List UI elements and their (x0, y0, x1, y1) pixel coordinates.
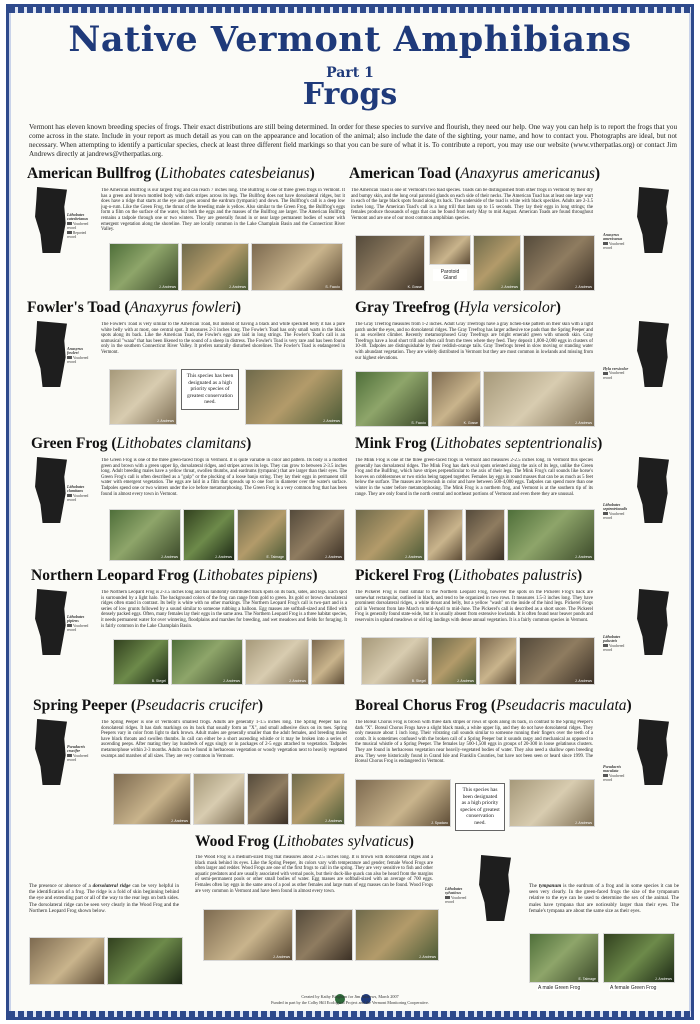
range-map-spring-peeper (33, 719, 67, 785)
poster (6, 4, 694, 1020)
poster-subtitle: Frogs (302, 77, 398, 112)
map-key-northern-leopard-frog: Lithobates pipiens Vouchered record (67, 614, 89, 633)
species-heading: American Toad (Anaxyrus americanus) (349, 165, 601, 182)
dorsolateral-note: The presence or absence of a dorsolateral ridge can be very helpful in the identification of a frog. The ridge is a fold of skin beginning behind the eye and extending part or all of the way to the rear legs on both sides. The dorsolateral ridge can be seen very clearly in the Wood Frog and the Northern Leopard Frog shown below. (29, 883, 179, 914)
map-key-spring-peeper: Pseudacris crucifer Vouchered record (67, 744, 89, 763)
conservation-note-fowlers-toad: This species has been designated as a high priority species of greatest conservation need. (181, 369, 239, 410)
photo-spring-peeper-3 (247, 773, 289, 825)
species-mink-frog (355, 435, 602, 453)
photo-green-frog-1: J. Andrews (109, 509, 181, 561)
photo-wood-frog-2 (295, 909, 353, 961)
photo-leopard-frog-4 (311, 639, 345, 685)
description-green-frog: The Green Frog is one of the three green-faced frogs in Vermont. It is quite variable in color and pattern. Its body is a mottled green and brown with a green upper lip, dorsolateral ridges, and stripes across its legs. They can grow to between 2-3.5 inches long. Adult breeding males have a yellow throat, swollen thumbs, and eardrums (tympanic) that are larger than their eyes. The Green Frog's call is often described as a "gulp" or the plucking of a loose banjo string. They lay their eggs in permanent still water with emergent vegetation. The eggs are laid in a film that spreads up to one foot in diameter over the water's surface. Tadpoles spend one or two winters under the ice before metamorphosing. The Green Frog is a very common frog that has been found in almost every town in Vermont. (101, 458, 347, 497)
photo-american-toad-1: K. Gosse (355, 235, 425, 291)
species-pickerel-frog (355, 567, 582, 585)
photo-green-frog-4: J. Andrews (289, 509, 345, 561)
map-key-pickerel-frog: Lithobates palustris Vouchered record (603, 634, 625, 653)
photo-dorsolateral-wood-frog (29, 937, 105, 985)
photo-mink-frog-4: J. Andrews (507, 509, 595, 561)
photo-gray-treefrog-2: K. Gosse (431, 371, 481, 427)
top-border (9, 7, 691, 13)
photo-mink-frog-1: J. Andrews (355, 509, 425, 561)
description-northern-leopard-frog: The Northern Leopard Frog is 2-3.5 inches long and has randomly distributed black spots on its back, sides, and legs. Each spot is surrounded by a light halo. The background colors of the frog can range from gold to green. Its gold or brown dorsolateral ridges often stand in contrast. Its belly is white with no other markings. The Northern Leopard Frog's call is two-part and is a series of low grunts followed by a sound similar to someone rubbing a balloon. Egg masses are softball-sized and filled with densely packed eggs. Often, many females lay their eggs in the same area. The Northern Leopard Frog is a three habitat species, it needs permanent water for over wintering, floodplains and marshes for breeding, and wet meadows and fields for foraging. It is fairly common in the Lake Champlain Basin. (101, 590, 347, 629)
conservation-note-boreal-chorus-frog: This species has been designated as a high priority species of greatest conservation need. (455, 783, 505, 831)
species-heading: Spring Peeper (Pseudacris crucifer) (33, 697, 264, 714)
photo-bullfrog-1: J. Andrews (109, 243, 179, 291)
photo-pickerel-frog-3 (479, 637, 517, 685)
poster-part: Part 1 (326, 65, 374, 81)
species-heading: Boreal Chorus Frog (Pseudacris maculata) (355, 697, 632, 714)
range-map-green-frog (33, 457, 67, 523)
photo-boreal-chorus-frog-1: J. Spadaro (355, 779, 451, 827)
species-heading: American Bullfrog (Lithobates catesbeianus) (27, 165, 315, 182)
species-northern-leopard-frog (31, 567, 317, 585)
photo-male-green-frog: E. Talmage (529, 933, 599, 983)
range-map-pickerel-frog (635, 589, 669, 655)
poster-title: Native Vermont Amphibians (68, 19, 632, 60)
caption-male-green-frog: A male Green Frog (538, 985, 581, 991)
species-heading: Green Frog (Lithobates clamitans) (31, 435, 252, 452)
species-american-bullfrog (27, 165, 315, 183)
photo-mink-frog-3 (465, 509, 505, 561)
footer (9, 994, 691, 1005)
intro-paragraph: Vermont has eleven known breeding species of frogs. Their exact distributions are still being determined. In order for these species to survive and flourish, they need our help. One way you can help is to report the frogs that you come across in the state. Include in your report as much detail as you can on the appearance and location of the animal; also include the date of the sighting, your name, and how to contact you. Photographs are ideal, but not necessary. When attempting to identify a particular species, check at least three different field markings so that you can be sure of what it is. To contribute a report, you may use our website (www.vtherpatlas.org) or contact Jim Andrews directly at jandrews@vtherpatlas.org. (29, 123, 677, 158)
map-key-gray-treefrog: Hyla versicolor Vouchered record (603, 366, 629, 380)
map-key-bullfrog: Lithobates catesbeianus Vouchered record Reported record (67, 212, 89, 240)
photo-american-toad-4: J. Andrews (523, 235, 595, 291)
photo-american-toad-2 (429, 235, 471, 265)
species-green-frog (31, 435, 251, 453)
photo-boreal-chorus-frog-2: J. Andrews (509, 779, 595, 827)
photo-pickerel-frog-2: J. Andrews (431, 637, 477, 685)
caption-female-green-frog: A female Green Frog (610, 985, 657, 991)
map-key-boreal-chorus-frog: Pseudacris maculata Vouchered record (603, 764, 625, 783)
map-key-mink-frog: Lithobates septentrionalis Vouchered record (603, 502, 628, 521)
description-gray-treefrog: The Gray Treefrog measures from 1-2 inches. Adult Gray Treefrogs have a gray lichen-like pattern on their skin with a light patch under the eyes, and no dorsolateral ridges. The Gray Treefrog has larger adhesive toe pads than the Spring Peeper and is an excellent climber. Recently metamorphosed Gray Treefrogs are bright emerald green with smooth skin. Gray Treefrogs have a loud short trill and often call from the trees where they feed. They deposit 1,000-2,000 eggs in clusters of 10-40. Tadpoles are distinguishable by their reddish-orange tails. Gray Treefrogs breed in slow moving or standing water with abundant vegetation. They are widely distributed in Vermont but they are most common in lowlands and missing from our highest elevations. (355, 322, 593, 361)
description-spring-peeper: The Spring Peeper is one of Vermont's smallest frogs. Adults are generally 1-1.5 inches long. The Spring Peeper has no dorsolateral ridges. It has dark markings on its back that usually form an "X", and small adhesive discs on its toes. Spring Peepers vary in color from light to dark brown. Adult males are generally smaller than the adult females, and breeding males have black throats and swollen thumbs. In call can either be a short ascending whistle or it may be broken into a series of ascending peeps. After mating they lay hundreds of eggs singly or in packages of 2-5 eggs attached to vegetation. Tadpoles metamorphose within 2-3 months. Adults can be found in herbaceous vegetation or woody vegetation next to heavily vegetated swamps and marshes of all sizes. They are very common in Vermont. (101, 720, 347, 759)
footer-line-1: Created by Kathy Bingham for Jim Andrews, March 2007 (301, 994, 399, 1000)
tympanum-note: The tympanum is the eardrum of a frog and in some species it can be seen very clearly. In the green-faced frogs the size of the tympanum relative to the eye can be used to determine the sex of the animal. The males have tympana that are noticeably larger than their eyes. The female's tympana are about the same size as their eyes. (529, 883, 679, 914)
range-map-american-toad (635, 187, 669, 253)
photo-green-frog-2: J. Andrews (183, 509, 235, 561)
range-map-fowlers-toad (33, 321, 67, 387)
photo-leopard-frog-2: J. Andrews (171, 639, 243, 685)
bottom-border (9, 1011, 691, 1017)
footer-line-2: Funded in part by the Colby Hill Ecological Project and the Vermont Monitoring Cooperative. (271, 999, 429, 1005)
photo-green-frog-3: E. Talmage (237, 509, 287, 561)
photo-spring-peeper-4: J. Andrews (291, 773, 345, 825)
range-map-wood-frog (477, 855, 511, 921)
map-key-fowlers-toad: Anaxyrus fowleri Vouchered record (67, 346, 89, 365)
species-heading: Gray Treefrog (Hyla versicolor) (355, 299, 561, 316)
species-american-toad (349, 165, 600, 183)
species-heading: Wood Frog (Lithobates sylvaticus) (195, 833, 414, 850)
species-heading: Pickerel Frog (Lithobates palustris) (355, 567, 583, 584)
photo-spring-peeper-2 (193, 773, 245, 825)
photo-bullfrog-2: J. Andrews (181, 243, 249, 291)
photo-wood-frog-1: J. Andrews (203, 909, 293, 961)
map-key-green-frog: Lithobates clamitans Vouchered record (67, 484, 89, 503)
photo-leopard-frog-1: B. Stegel (113, 639, 169, 685)
species-heading: Mink Frog (Lithobates septentrionalis) (355, 435, 603, 452)
map-key-wood-frog: Lithobates sylvaticus Vouchered record (445, 886, 467, 905)
photo-gray-treefrog-1: S. Faccio (355, 371, 429, 427)
photo-spring-peeper-1: J. Andrews (113, 773, 191, 825)
photo-american-toad-3: J. Andrews (473, 235, 521, 291)
photo-fowlers-toad-1: J. Andrews (109, 369, 177, 425)
photo-wood-frog-3: J. Andrews (355, 909, 439, 961)
species-boreal-chorus-frog (355, 697, 632, 715)
photo-mink-frog-2 (427, 509, 463, 561)
range-map-boreal-chorus-frog (635, 719, 669, 785)
species-fowlers-toad (27, 299, 241, 317)
species-wood-frog (195, 833, 414, 851)
range-map-bullfrog (33, 187, 67, 253)
photo-leopard-frog-3: J. Andrews (245, 639, 309, 685)
range-map-gray-treefrog (635, 321, 669, 387)
range-map-mink-frog (635, 457, 669, 523)
description-wood-frog: The Wood Frog is a medium-sized frog that measures about 2-2.5 inches long. It is brown with dorsolateral ridges and a black mask behind its eyes. Like the Spring Peeper, its colors vary with temperature and gender; female Wood Frogs are often larger and redder. Wood Frogs are one of the first frogs to call in the spring. They are very sensitive to fish and other aquatic predators and are usually associated with vernal pools, but their duck-like quack can also be heard from the margins of semi-permanent pools or other small bodies of water. Egg masses are softball-sized with an average of 700 eggs. Females often lay eggs in the same area of a pool as other females and large mats of egg masses can be found. Wood Frogs are very common in Vermont and have been found in almost every town. (195, 855, 433, 894)
description-mink-frog: The Mink Frog is one of the three green-faced frogs in Vermont and measures 2-2.5 inches long. In Vermont this species generally has dorsolateral ridges. The Mink Frog has dark oval spots oriented along the axis of its legs, unlike the Green Frog and the Bullfrog, which have stripes perpendicular to the axis of their legs. The Mink Frog's call sounds like horse's hooves on cobblestones or two sticks being tapped together. Females lay eggs in round masses that can be as much as 5 feet below the surface. The masses are brownish in color and have between 500-4,000 eggs. Tadpoles can spend more than one winter in the water before metamorphosing. The Mink Frog is a northern frog, and Vermont is at the southern tip of its range. They are only found in the north central and northeast portions of Vermont and even there they are unusual. (355, 458, 593, 497)
photo-gray-treefrog-3: J. Andrews (483, 371, 595, 427)
description-american-toad: The American Toad is one of Vermont's two toad species. Toads can be distinguished from other frogs in Vermont by their dry and bumpy skin, and the long oval parotoid glands on each side of their necks. The American Toad has at least one large wart in each of the large black spots found along its back. The underside of the toad is white with black speckles. Adults are 2-3.5 inches long. The American Toad's call is a long trill that lasts up to 15 seconds. They lay their eggs in long strings; the females produce thousands of eggs that can be found from early May to mid August. American Toads are found throughout Vermont and are one of our most common amphibian species. (351, 188, 593, 221)
species-heading: Northern Leopard Frog (Lithobates pipiens) (31, 567, 318, 584)
photo-bullfrog-3: S. Faccio (251, 243, 343, 291)
species-gray-treefrog (355, 299, 561, 317)
photo-pickerel-frog-1: B. Stegel (361, 637, 429, 685)
description-bullfrog: The American Bullfrog is our largest frog and can reach 7 inches long. The Bullfrog is one of three green frogs in Vermont. It has a green and brown mottled body with dark stripes across its legs. The Bullfrog does not have dorsolateral ridges, but it does have a ridge that starts at the eye and goes around the eardrum (tympanic) and down. The Bullfrog's call is a deep low jug-o-rum. Like the Green Frog, the throat of the breeding male is yellow. Also similar to the Green Frog, the Bullfrog's eggs form a film on the surface of the water, but both the eggs and the masses of the Bullfrog are larger. The American Bullfrog remains a tadpole through one or two winters. They are generally found in or near large permanent bodies of water with emergent vegetation along the shoreline. They are locally common in the Lake Champlain Basin and the Connecticut River Valley. (101, 188, 345, 233)
species-spring-peeper (33, 697, 263, 715)
photo-dorsolateral-leopard-frog (107, 937, 183, 985)
range-map-northern-leopard-frog (33, 589, 67, 655)
parotoid-gland-label: Parotoid Gland (433, 269, 467, 281)
description-boreal-chorus-frog: The Boreal Chorus Frog is brown with three dark stripes or rows of spots along its back, in contrast to the Spring Peeper's dark "X". Boreal Chorus Frogs have a slight black mask, a white upper lip, and they do not have dorsolateral ridges. They only measure about 1 inch long. Their vibrating call sounds similar to someone running their fingers over the teeth of a comb. It is sometimes confused with the broken call of a Spring Peeper but it sounds raspy and mechanical as opposed to the musical whistle of a Spring Peeper. The females lay 500-1,500 eggs in groups of 20-300 in loose gelatinous clusters. They are found in herbaceous vegetation near heavily-vegetated bodies of water. They also need a shallow open breeding area. They were historically found in Grand Isle and Franklin Counties, but have not been seen or heard since 1999. The Boreal Chorus Frog is endangered in Vermont. (355, 720, 593, 765)
map-key-american-toad: Anaxyrus americanus Vouchered record (603, 232, 625, 251)
photo-female-green-frog: J. Andrews (603, 933, 675, 983)
photo-pickerel-frog-4: J. Andrews (519, 637, 595, 685)
description-fowlers-toad: The Fowler's Toad is very similar to the American Toad, but instead of having a black and white speckled belly it has a pure white belly with at most, one central spot. It measures 2-3 inches long. The Fowler's Toad has only small warts in the black spots along its back. Like the American Toad, the Fowler's eggs are laid in long strings. The Fowler's Toad's call is an unmusical "waaa" that has been likened to the sound of a sheep in distress. The Fowler's Toad is very rare and has been found only in the southern Connecticut River Valley. It prefers naturally disturbed shorelines. The Fowler's Toad is endangered in Vermont. (101, 322, 345, 355)
photo-fowlers-toad-2: J. Andrews (245, 369, 343, 425)
species-heading: Fowler's Toad (Anaxyrus fowleri) (27, 299, 242, 316)
description-pickerel-frog: The Pickerel Frog is most similar to the Northern Leopard Frog, however the spots on the Pickerel Frog's back are somewhat rectangular, outlined in black, and tend to be organized in two rows. It measures 1.5-3 inches long. They have prominent dorsolateral ridges, a white throat and belly, but a yellow "wash" on the inside of the hind legs. Pickerel Frogs call in Vermont from late March to mid-April to mid-June. The Pickerel's call is described as a short snore. The Pickerel Frog is generally found state-wide, but it is usually absent from extensive lowlands. It is often found near beaver ponds and reservoirs in upland meadows or old log landings with dense annual vegetation. It is a fairly common species in Vermont. (355, 590, 593, 623)
